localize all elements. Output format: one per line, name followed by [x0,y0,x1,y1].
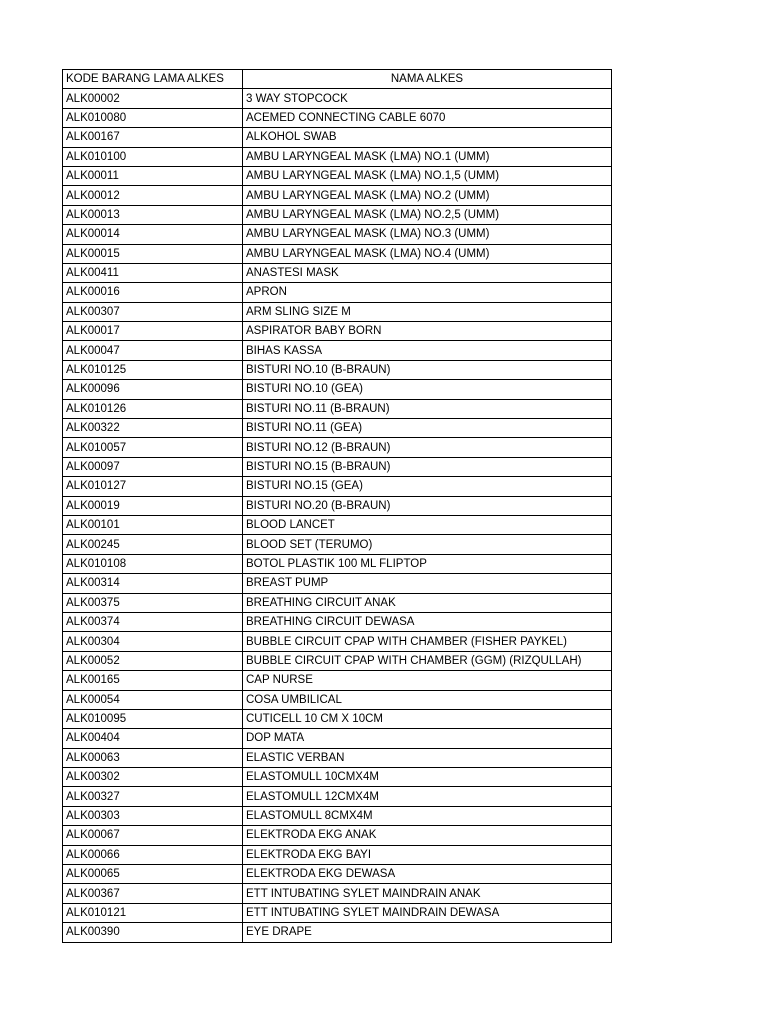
kode-barang-cell: ALK00303 [63,806,243,825]
table-row [63,884,612,903]
table-header-row [63,70,612,89]
kode-barang-cell: ALK00047 [63,341,243,360]
nama-alkes-cell: AMBU LARYNGEAL MASK (LMA) NO.1 (UMM) [243,147,612,166]
nama-alkes-cell: BLOOD LANCET [243,515,612,534]
nama-alkes-cell: BISTURI NO.10 (GEA) [243,380,612,399]
kode-barang-cell: ALK00167 [63,128,243,147]
kode-barang-cell: ALK010108 [63,554,243,573]
nama-alkes-cell: BISTURI NO.15 (GEA) [243,477,612,496]
kode-barang-cell: ALK00327 [63,787,243,806]
table-row [63,690,612,709]
nama-alkes-cell: ELEKTRODA EKG DEWASA [243,865,612,884]
nama-alkes-cell: BISTURI NO.15 (B-BRAUN) [243,457,612,476]
nama-alkes-cell: BREAST PUMP [243,574,612,593]
kode-barang-cell: ALK00002 [63,89,243,108]
nama-alkes-cell: BISTURI NO.20 (B-BRAUN) [243,496,612,515]
nama-alkes-cell: ACEMED CONNECTING CABLE 6070 [243,108,612,127]
table-row [63,244,612,263]
table-row [63,438,612,457]
table-row [63,496,612,515]
table-row [63,186,612,205]
nama-alkes-cell: BUBBLE CIRCUIT CPAP WITH CHAMBER (GGM) (RIZQULLAH) [243,651,612,670]
table-row [63,923,612,942]
table-row [63,709,612,728]
table-row [63,865,612,884]
kode-barang-cell: ALK010100 [63,147,243,166]
kode-barang-cell: ALK00054 [63,690,243,709]
table-row [63,554,612,573]
kode-barang-cell: ALK010127 [63,477,243,496]
kode-barang-cell: ALK00013 [63,205,243,224]
alkes-table [62,69,612,943]
nama-alkes-cell: AMBU LARYNGEAL MASK (LMA) NO.1,5 (UMM) [243,166,612,185]
kode-barang-cell: ALK00302 [63,768,243,787]
table-row [63,671,612,690]
kode-barang-cell: ALK00245 [63,535,243,554]
kode-barang-cell: ALK00011 [63,166,243,185]
nama-alkes-cell: BISTURI NO.11 (B-BRAUN) [243,399,612,418]
nama-alkes-cell: BLOOD SET (TERUMO) [243,535,612,554]
nama-alkes-cell: BUBBLE CIRCUIT CPAP WITH CHAMBER (FISHER PAYKEL) [243,632,612,651]
nama-alkes-cell: APRON [243,283,612,302]
table-row [63,515,612,534]
nama-alkes-cell: AMBU LARYNGEAL MASK (LMA) NO.2,5 (UMM) [243,205,612,224]
kode-barang-cell: ALK00063 [63,748,243,767]
table-row [63,89,612,108]
table-body [63,89,612,942]
kode-barang-cell: ALK00307 [63,302,243,321]
nama-alkes-cell: ASPIRATOR BABY BORN [243,322,612,341]
table-row [63,419,612,438]
nama-alkes-cell: ELASTOMULL 8CMX4M [243,806,612,825]
nama-alkes-cell: AMBU LARYNGEAL MASK (LMA) NO.4 (UMM) [243,244,612,263]
kode-barang-cell: ALK00404 [63,729,243,748]
nama-alkes-cell: ELASTOMULL 10CMX4M [243,768,612,787]
nama-alkes-cell: COSA UMBILICAL [243,690,612,709]
kode-barang-cell: ALK00017 [63,322,243,341]
nama-alkes-cell: ELEKTRODA EKG ANAK [243,826,612,845]
table-row [63,322,612,341]
kode-barang-cell: ALK00314 [63,574,243,593]
kode-barang-cell: ALK00304 [63,632,243,651]
nama-alkes-cell: ARM SLING SIZE M [243,302,612,321]
kode-barang-cell: ALK00390 [63,923,243,942]
kode-barang-cell: ALK00165 [63,671,243,690]
kode-barang-cell: ALK00066 [63,845,243,864]
nama-alkes-cell: CUTICELL 10 CM X 10CM [243,709,612,728]
nama-alkes-cell: ELASTIC VERBAN [243,748,612,767]
nama-alkes-cell: BOTOL PLASTIK 100 ML FLIPTOP [243,554,612,573]
kode-barang-cell: ALK00019 [63,496,243,515]
kode-barang-cell: ALK00101 [63,515,243,534]
nama-alkes-cell: BISTURI NO.10 (B-BRAUN) [243,360,612,379]
table-row [63,787,612,806]
nama-alkes-cell: DOP MATA [243,729,612,748]
kode-barang-cell: ALK00374 [63,612,243,631]
nama-alkes-cell: BREATHING CIRCUIT DEWASA [243,612,612,631]
kode-barang-cell: ALK010080 [63,108,243,127]
table-row [63,225,612,244]
table-row [63,826,612,845]
nama-alkes-cell: CAP NURSE [243,671,612,690]
kode-barang-cell: ALK010125 [63,360,243,379]
table-row [63,651,612,670]
kode-barang-cell: ALK00012 [63,186,243,205]
nama-alkes-cell: ELEKTRODA EKG BAYI [243,845,612,864]
table-row [63,380,612,399]
table-row [63,593,612,612]
kode-barang-cell: ALK00016 [63,283,243,302]
table-row [63,360,612,379]
nama-alkes-cell: ELASTOMULL 12CMX4M [243,787,612,806]
table-row [63,806,612,825]
table-row [63,768,612,787]
kode-barang-cell: ALK00065 [63,865,243,884]
kode-barang-cell: ALK00411 [63,263,243,282]
table-row [63,166,612,185]
table-row [63,729,612,748]
table-row [63,903,612,922]
nama-alkes-cell: ETT INTUBATING SYLET MAINDRAIN DEWASA [243,903,612,922]
table-row [63,574,612,593]
nama-alkes-cell: ANASTESI MASK [243,263,612,282]
table-row [63,283,612,302]
table-row [63,612,612,631]
nama-alkes-cell: AMBU LARYNGEAL MASK (LMA) NO.3 (UMM) [243,225,612,244]
table-row [63,147,612,166]
kode-barang-cell: ALK010126 [63,399,243,418]
nama-alkes-cell: ALKOHOL SWAB [243,128,612,147]
kode-barang-cell: ALK00052 [63,651,243,670]
table-row [63,108,612,127]
table-row [63,128,612,147]
table-row [63,302,612,321]
nama-alkes-cell: BREATHING CIRCUIT ANAK [243,593,612,612]
nama-alkes-cell: EYE DRAPE [243,923,612,942]
table-row [63,341,612,360]
kode-barang-cell: ALK00096 [63,380,243,399]
header-kode-barang: KODE BARANG LAMA ALKES [63,70,243,89]
kode-barang-cell: ALK010057 [63,438,243,457]
kode-barang-cell: ALK010095 [63,709,243,728]
kode-barang-cell: ALK00375 [63,593,243,612]
kode-barang-cell: ALK00322 [63,419,243,438]
kode-barang-cell: ALK00015 [63,244,243,263]
nama-alkes-cell: BISTURI NO.11 (GEA) [243,419,612,438]
header-nama-alkes: NAMA ALKES [243,70,612,89]
table-row [63,457,612,476]
kode-barang-cell: ALK00067 [63,826,243,845]
nama-alkes-cell: BISTURI NO.12 (B-BRAUN) [243,438,612,457]
table-row [63,399,612,418]
nama-alkes-cell: ETT INTUBATING SYLET MAINDRAIN ANAK [243,884,612,903]
table-row [63,845,612,864]
table-row [63,477,612,496]
table-row [63,205,612,224]
kode-barang-cell: ALK00097 [63,457,243,476]
table-row [63,263,612,282]
table-row [63,632,612,651]
kode-barang-cell: ALK00014 [63,225,243,244]
kode-barang-cell: ALK00367 [63,884,243,903]
nama-alkes-cell: AMBU LARYNGEAL MASK (LMA) NO.2 (UMM) [243,186,612,205]
table-row [63,748,612,767]
nama-alkes-cell: BIHAS KASSA [243,341,612,360]
kode-barang-cell: ALK010121 [63,903,243,922]
table-row [63,535,612,554]
nama-alkes-cell: 3 WAY STOPCOCK [243,89,612,108]
